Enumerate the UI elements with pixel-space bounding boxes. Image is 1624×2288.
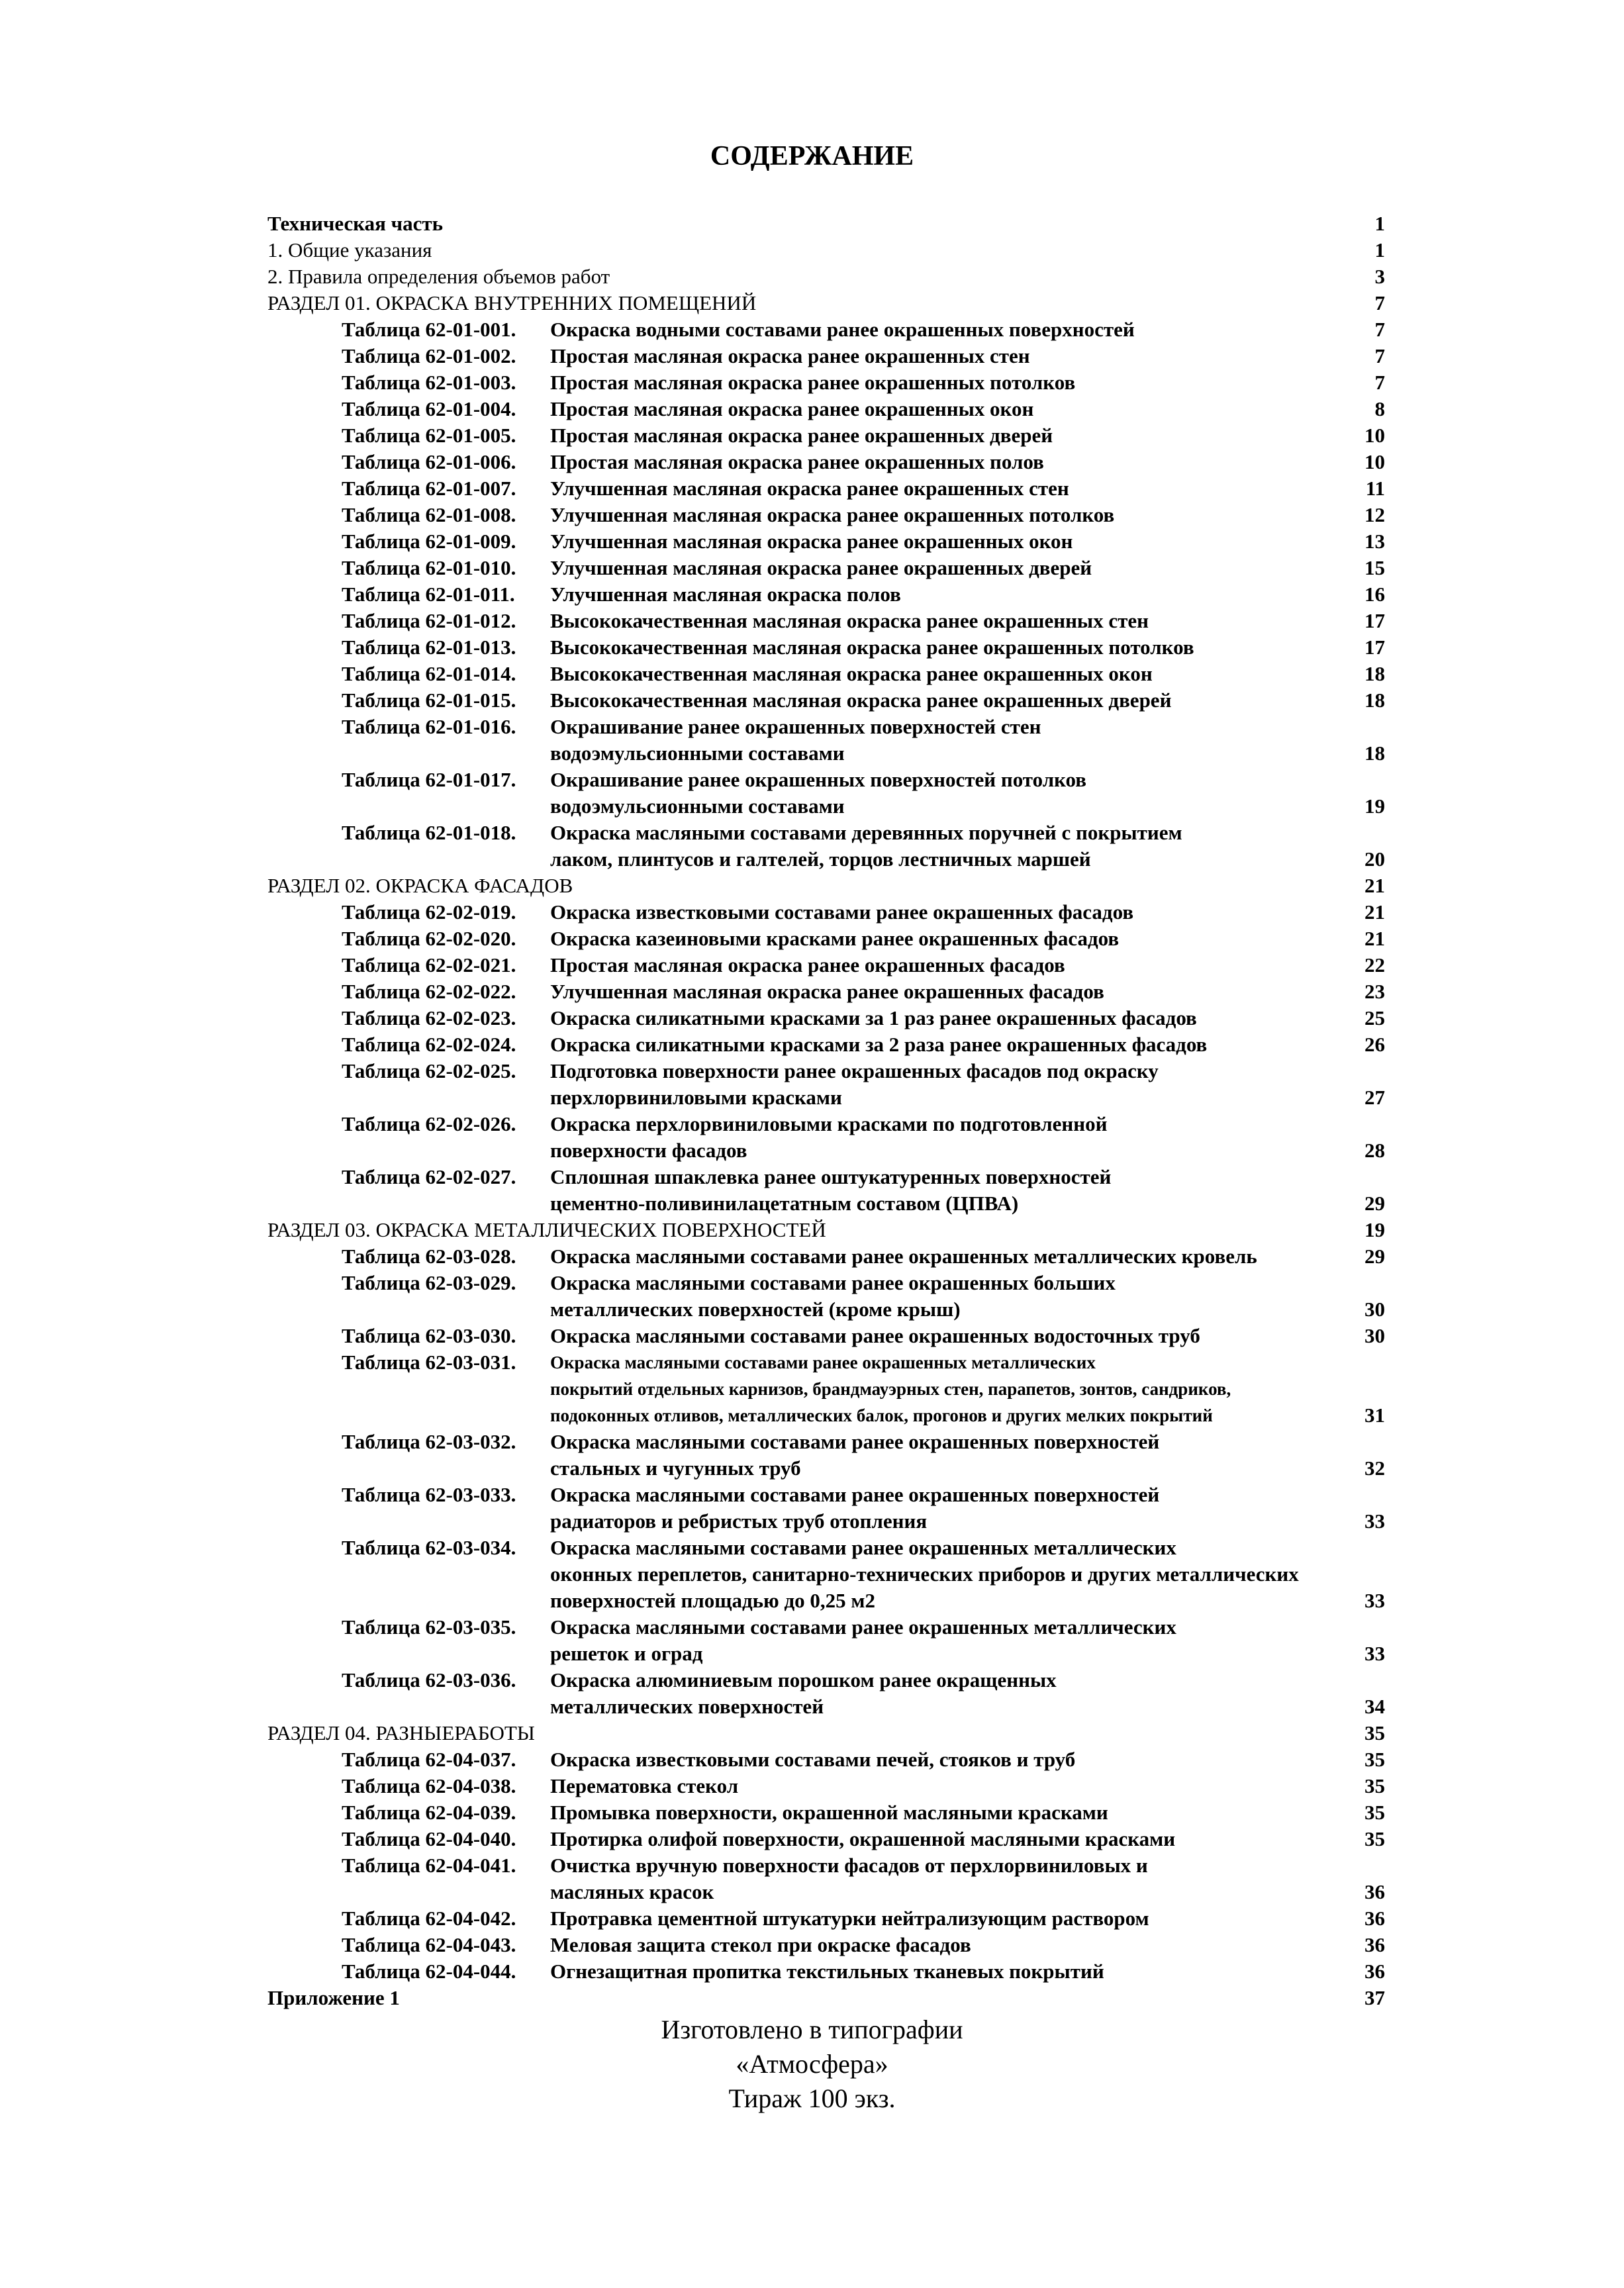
- toc-entry-code: Таблица 62-01-007.: [342, 477, 516, 500]
- toc-entry-code: Таблица 62-02-026.: [342, 1112, 516, 1135]
- toc-entry-code: Таблица 62-01-004.: [342, 397, 516, 420]
- toc-entry: [267, 767, 1385, 820]
- toc-row-page: 10: [1364, 450, 1385, 473]
- toc-entry-title: Окраска водными составами ранее окрашенных поверхностей: [550, 318, 1135, 341]
- toc-entry-title: Окраска масляными составами ранее окрашенных металлических покрытий отдельных карнизов, брандмауэрных стен, парапетов, зонтов, сандриков, подоконных отливов, металлических балок, прогонов и других мелких покрытий: [550, 1353, 1231, 1425]
- toc-entry: [267, 316, 1385, 343]
- toc-entry-code: Таблица 62-01-003.: [342, 371, 516, 394]
- toc-entry-title: Высококачественная масляная окраска ранее окрашенных стен: [550, 609, 1149, 632]
- toc-entry-code: Таблица 62-03-033.: [342, 1483, 516, 1506]
- toc-entry: [267, 820, 1385, 873]
- toc-entry: [267, 978, 1385, 1005]
- toc-row-page: 30: [1364, 1298, 1385, 1321]
- toc-entry-code: Таблица 62-01-013.: [342, 636, 516, 659]
- toc-entry-title: Простая масляная окраска ранее окрашенных дверей: [550, 424, 1053, 447]
- toc-entry-code: Таблица 62-04-039.: [342, 1801, 516, 1824]
- toc-entry: [267, 1270, 1385, 1323]
- toc-entry-title: Улучшенная масляная окраска ранее окрашенных фасадов: [550, 980, 1104, 1003]
- toc-entry-title: Окраска масляными составами ранее окрашенных больших металлических поверхностей (кроме крыш): [550, 1271, 1116, 1321]
- toc-section-title: РАЗДЕЛ 03. ОКРАСКА МЕТАЛЛИЧЕСКИХ ПОВЕРХНОСТЕЙ: [267, 1218, 826, 1241]
- toc-entry: [267, 608, 1385, 634]
- toc-entry-code: Таблица 62-02-027.: [342, 1165, 516, 1188]
- toc-row-page: 27: [1364, 1086, 1385, 1109]
- toc-entry: [267, 1111, 1385, 1164]
- toc-entry: [267, 1799, 1385, 1826]
- toc-row-label: Приложение 1: [267, 1986, 400, 2009]
- toc-entry: [267, 1667, 1385, 1720]
- toc-row-page: 33: [1364, 1589, 1385, 1612]
- toc-section-title: РАЗДЕЛ 04. РАЗНЫЕРАБОТЫ: [267, 1721, 535, 1744]
- toc-entry-code: Таблица 62-03-032.: [342, 1430, 516, 1453]
- toc-row-page: 20: [1364, 847, 1385, 871]
- toc-entry-title: Улучшенная масляная окраска ранее окрашенных дверей: [550, 556, 1092, 579]
- toc-entry-title: Окраска алюминиевым порошком ранее окращенных металлических поверхностей: [550, 1668, 1057, 1718]
- toc-entry-title: Высококачественная масляная окраска ранее окрашенных потолков: [550, 636, 1194, 659]
- toc-entry: [267, 714, 1385, 767]
- toc-row-page: 23: [1364, 980, 1385, 1003]
- toc-row-page: 35: [1364, 1721, 1385, 1744]
- toc-entry-title: Улучшенная масляная окраска ранее окрашенных окон: [550, 530, 1073, 553]
- toc-row-page: 32: [1364, 1456, 1385, 1480]
- toc-entry: [267, 422, 1385, 449]
- toc-row-page: 35: [1364, 1827, 1385, 1850]
- imprint-line: Изготовлено в типографии: [661, 2015, 963, 2044]
- toc-row-page: 22: [1364, 953, 1385, 977]
- toc-entry-code: Таблица 62-04-040.: [342, 1827, 516, 1850]
- toc-row-rules: [267, 263, 1385, 290]
- toc-row-page: 35: [1364, 1774, 1385, 1797]
- toc-entry: [267, 634, 1385, 661]
- toc-entry-title: Меловая защита стекол при окраске фасадов: [550, 1933, 971, 1956]
- toc-sections: [267, 290, 1385, 1985]
- toc-entry-code: Таблица 62-02-019.: [342, 900, 516, 924]
- toc-entry-code: Таблица 62-03-029.: [342, 1271, 516, 1294]
- imprint: [0, 2013, 1624, 2116]
- toc-entry-title: Протирка олифой поверхности, окрашенной масляными красками: [550, 1827, 1176, 1850]
- toc-row-page: 36: [1364, 1960, 1385, 1983]
- toc-row-label: 1. Общие указания: [267, 238, 432, 262]
- toc-entry-title: Простая масляная окраска ранее окрашенных стен: [550, 344, 1030, 367]
- toc-entry: [267, 1164, 1385, 1217]
- toc-entry-title: Окраска масляными составами ранее окрашенных поверхностей радиаторов и ребристых труб отопления: [550, 1483, 1160, 1533]
- toc-row-page: 30: [1364, 1324, 1385, 1347]
- toc-row-page: 18: [1364, 662, 1385, 685]
- toc-entry-code: Таблица 62-03-036.: [342, 1668, 516, 1692]
- toc-entry: [267, 1243, 1385, 1270]
- toc-entry-code: Таблица 62-01-006.: [342, 450, 516, 473]
- toc-entry: [267, 1058, 1385, 1111]
- toc-row-page: 16: [1364, 583, 1385, 606]
- toc-row-page: 7: [1374, 344, 1385, 367]
- toc-row-page: 21: [1364, 900, 1385, 924]
- toc-entry: [267, 1826, 1385, 1852]
- toc-row-page: 12: [1364, 503, 1385, 526]
- toc-entry: [267, 369, 1385, 396]
- toc-entry-title: Сплошная шпаклевка ранее оштукатуренных поверхностей цементно-поливинилацетатным составом (ЦПВА): [550, 1165, 1112, 1215]
- toc-entry-title: Окраска известковыми составами печей, стояков и труб: [550, 1748, 1076, 1771]
- toc-entry-code: Таблица 62-03-035.: [342, 1615, 516, 1639]
- toc-entry-code: Таблица 62-03-028.: [342, 1245, 516, 1268]
- toc-row-page: 33: [1364, 1642, 1385, 1665]
- toc-entry: [267, 555, 1385, 581]
- toc-entry: [267, 1852, 1385, 1905]
- toc-entry: [267, 1323, 1385, 1349]
- toc-entry: [267, 343, 1385, 369]
- toc-row-page: 21: [1364, 874, 1385, 897]
- toc-row-page: 1: [1374, 212, 1385, 235]
- toc-entry-title: Очистка вручную поверхности фасадов от перхлорвиниловых и масляных красок: [550, 1854, 1148, 1903]
- toc-entry-code: Таблица 62-04-044.: [342, 1960, 516, 1983]
- toc-entry: [267, 1005, 1385, 1031]
- imprint-line: «Атмосфера»: [736, 2049, 888, 2079]
- toc-entry: [267, 1932, 1385, 1958]
- toc-row-page: 15: [1364, 556, 1385, 579]
- toc-entry-code: Таблица 62-01-017.: [342, 768, 516, 791]
- toc-entry-code: Таблица 62-01-015.: [342, 689, 516, 712]
- toc-row-page: 36: [1364, 1880, 1385, 1903]
- toc-row-appendix: [267, 1985, 1385, 2011]
- toc-row-page: 18: [1364, 741, 1385, 765]
- toc-row-page: 1: [1374, 238, 1385, 262]
- toc-entry-title: Высококачественная масляная окраска ранее окрашенных дверей: [550, 689, 1172, 712]
- toc-entry-title: Окраска силикатными красками за 1 раз ранее окрашенных фасадов: [550, 1006, 1197, 1029]
- toc-section-title: РАЗДЕЛ 02. ОКРАСКА ФАСАДОВ: [267, 874, 573, 897]
- toc-row-page: 13: [1364, 530, 1385, 553]
- toc-entry: [267, 1349, 1385, 1429]
- toc-entry-title: Окраска силикатными красками за 2 раза ранее окрашенных фасадов: [550, 1033, 1208, 1056]
- toc-row-label: Техническая часть: [267, 212, 444, 235]
- toc-entry-title: Огнезащитная пропитка текстильных тканевых покрытий: [550, 1960, 1104, 1983]
- toc-entry: [267, 449, 1385, 475]
- toc-entry: [267, 1482, 1385, 1535]
- toc-entry: [267, 1429, 1385, 1482]
- toc-entry-title: Улучшенная масляная окраска полов: [550, 583, 901, 606]
- toc-row-technical-part: [267, 211, 1385, 237]
- toc-row-page: 29: [1364, 1245, 1385, 1268]
- toc-entry-title: Простая масляная окраска ранее окрашенных потолков: [550, 371, 1076, 394]
- toc-entry-title: Простая масляная окраска ранее окрашенных окон: [550, 397, 1034, 420]
- toc-row-general: [267, 237, 1385, 263]
- toc-entry: [267, 687, 1385, 714]
- toc-row-label: 2. Правила определения объемов работ: [267, 265, 610, 288]
- toc-entry: [267, 926, 1385, 952]
- toc-entry-title: Улучшенная масляная окраска ранее окрашенных стен: [550, 477, 1069, 500]
- toc-entry-title: Окраска перхлорвиниловыми красками по подготовленной поверхности фасадов: [550, 1112, 1108, 1162]
- toc-row-page: 21: [1364, 927, 1385, 950]
- toc-entry: [267, 899, 1385, 926]
- toc-entry: [267, 475, 1385, 502]
- toc-entry-code: Таблица 62-01-011.: [342, 583, 515, 606]
- toc-entry-code: Таблица 62-01-008.: [342, 503, 516, 526]
- toc-entry-code: Таблица 62-03-031.: [342, 1351, 516, 1374]
- toc-entry-code: Таблица 62-03-030.: [342, 1324, 516, 1347]
- toc-entry-code: Таблица 62-04-038.: [342, 1774, 516, 1797]
- toc-entry-code: Таблица 62-02-025.: [342, 1059, 516, 1082]
- toc-entry-title: Окраска масляными составами ранее окрашенных водосточных труб: [550, 1324, 1200, 1347]
- toc-section-title: РАЗДЕЛ 01. ОКРАСКА ВНУТРЕННИХ ПОМЕЩЕНИЙ: [267, 291, 757, 314]
- toc-entry-code: Таблица 62-04-042.: [342, 1907, 516, 1930]
- toc-entry-code: Таблица 62-01-002.: [342, 344, 516, 367]
- toc-row-page: 11: [1365, 477, 1385, 500]
- toc-entry: [267, 396, 1385, 422]
- toc-section-heading: [267, 1217, 1385, 1243]
- toc-row-page: 19: [1364, 1218, 1385, 1241]
- toc-row-page: 7: [1374, 371, 1385, 394]
- toc-row-page: 10: [1364, 424, 1385, 447]
- toc-entry-title: Подготовка поверхности ранее окрашенных фасадов под окраску перхлорвиниловыми красками: [550, 1059, 1159, 1109]
- toc-entry-title: Простая масляная окраска ранее окрашенных полов: [550, 450, 1044, 473]
- toc-row-page: 36: [1364, 1933, 1385, 1956]
- toc-row-page: 34: [1364, 1695, 1385, 1718]
- toc-entry-code: Таблица 62-02-024.: [342, 1033, 516, 1056]
- toc-entry-title: Простая масляная окраска ранее окрашенных фасадов: [550, 953, 1065, 977]
- toc-row-page: 25: [1364, 1006, 1385, 1029]
- toc-entry-title: Окрашивание ранее окрашенных поверхностей потолков водоэмульсионными составами: [550, 768, 1087, 818]
- toc-entry-title: Высококачественная масляная окраска ранее окрашенных окон: [550, 662, 1153, 685]
- toc-row-page: 3: [1374, 265, 1385, 288]
- toc-row-page: 28: [1364, 1139, 1385, 1162]
- toc-entry-title: Окраска масляными составами деревянных поручней с покрытием лаком, плинтусов и галтелей, торцов лестничных маршей: [550, 821, 1182, 871]
- toc-entry: [267, 528, 1385, 555]
- toc-row-page: 29: [1364, 1192, 1385, 1215]
- toc-entry-title: Окраска казеиновыми красками ранее окрашенных фасадов: [550, 927, 1120, 950]
- toc-row-page: 26: [1364, 1033, 1385, 1056]
- table-of-contents: [267, 211, 1385, 2011]
- toc-row-page: 19: [1364, 794, 1385, 818]
- toc-section-heading: [267, 290, 1385, 316]
- toc-entry-title: Окраска масляными составами ранее окрашенных металлических кровель: [550, 1245, 1257, 1268]
- toc-entry: [267, 1958, 1385, 1985]
- toc-row-page: 17: [1364, 609, 1385, 632]
- toc-section-heading: [267, 1720, 1385, 1746]
- toc-row-page: 36: [1364, 1907, 1385, 1930]
- toc-entry: [267, 581, 1385, 608]
- toc-entry-code: Таблица 62-01-005.: [342, 424, 516, 447]
- toc-entry-title: Окрашивание ранее окрашенных поверхностей стен водоэмульсионными составами: [550, 715, 1041, 765]
- toc-row-page: 37: [1364, 1986, 1385, 2009]
- toc-entry: [267, 1905, 1385, 1932]
- toc-entry-title: Окраска масляными составами ранее окрашенных поверхностей стальных и чугунных труб: [550, 1430, 1160, 1480]
- page-title: СОДЕРЖАНИЕ: [710, 141, 914, 171]
- toc-entry-title: Окраска масляными составами ранее окрашенных металлических оконных переплетов, санитарно-технических приборов и других металлических поверхностей площадью до 0,25 м2: [550, 1536, 1299, 1612]
- toc-entry-code: Таблица 62-02-021.: [342, 953, 516, 977]
- toc-entry-code: Таблица 62-01-009.: [342, 530, 516, 553]
- toc-entry-code: Таблица 62-01-018.: [342, 821, 516, 844]
- toc-entry-title: Окраска масляными составами ранее окрашенных металлических решеток и оград: [550, 1615, 1176, 1665]
- toc-entry-code: Таблица 62-04-041.: [342, 1854, 516, 1877]
- toc-entry: [267, 1031, 1385, 1058]
- imprint-line: Тираж 100 экз.: [728, 2083, 896, 2113]
- toc-entry: [267, 1746, 1385, 1773]
- toc-row-page: 17: [1364, 636, 1385, 659]
- toc-entry-code: Таблица 62-01-001.: [342, 318, 516, 341]
- toc-row-page: 7: [1374, 291, 1385, 314]
- toc-entry-code: Таблица 62-02-023.: [342, 1006, 516, 1029]
- toc-section-heading: [267, 873, 1385, 899]
- toc-entry: [267, 661, 1385, 687]
- toc-entry-code: Таблица 62-04-037.: [342, 1748, 516, 1771]
- toc-entry-code: Таблица 62-02-020.: [342, 927, 516, 950]
- toc-entry-title: Окраска известковыми составами ранее окрашенных фасадов: [550, 900, 1134, 924]
- toc-entry-code: Таблица 62-04-043.: [342, 1933, 516, 1956]
- toc-row-page: 35: [1364, 1801, 1385, 1824]
- toc-entry-code: Таблица 62-01-012.: [342, 609, 516, 632]
- toc-entry-code: Таблица 62-02-022.: [342, 980, 516, 1003]
- toc-entry-code: Таблица 62-01-016.: [342, 715, 516, 738]
- toc-entry: [267, 952, 1385, 978]
- toc-row-page: 31: [1364, 1404, 1385, 1427]
- toc-entry: [267, 1535, 1385, 1614]
- toc-row-page: 33: [1364, 1509, 1385, 1533]
- toc-entry: [267, 502, 1385, 528]
- toc-entry-title: Улучшенная масляная окраска ранее окрашенных потолков: [550, 503, 1115, 526]
- toc-entry-code: Таблица 62-03-034.: [342, 1536, 516, 1559]
- toc-entry: [267, 1614, 1385, 1667]
- toc-entry-title: Перематовка стекол: [550, 1774, 739, 1797]
- toc-row-page: 35: [1364, 1748, 1385, 1771]
- toc-entry: [267, 1773, 1385, 1799]
- toc-entry-code: Таблица 62-01-014.: [342, 662, 516, 685]
- toc-entry-title: Промывка поверхности, окрашенной масляными красками: [550, 1801, 1108, 1824]
- toc-row-page: 8: [1374, 397, 1385, 420]
- toc-entry-code: Таблица 62-01-010.: [342, 556, 516, 579]
- toc-row-page: 18: [1364, 689, 1385, 712]
- toc-entry-title: Протравка цементной штукатурки нейтрализующим раствором: [550, 1907, 1149, 1930]
- toc-row-page: 7: [1374, 318, 1385, 341]
